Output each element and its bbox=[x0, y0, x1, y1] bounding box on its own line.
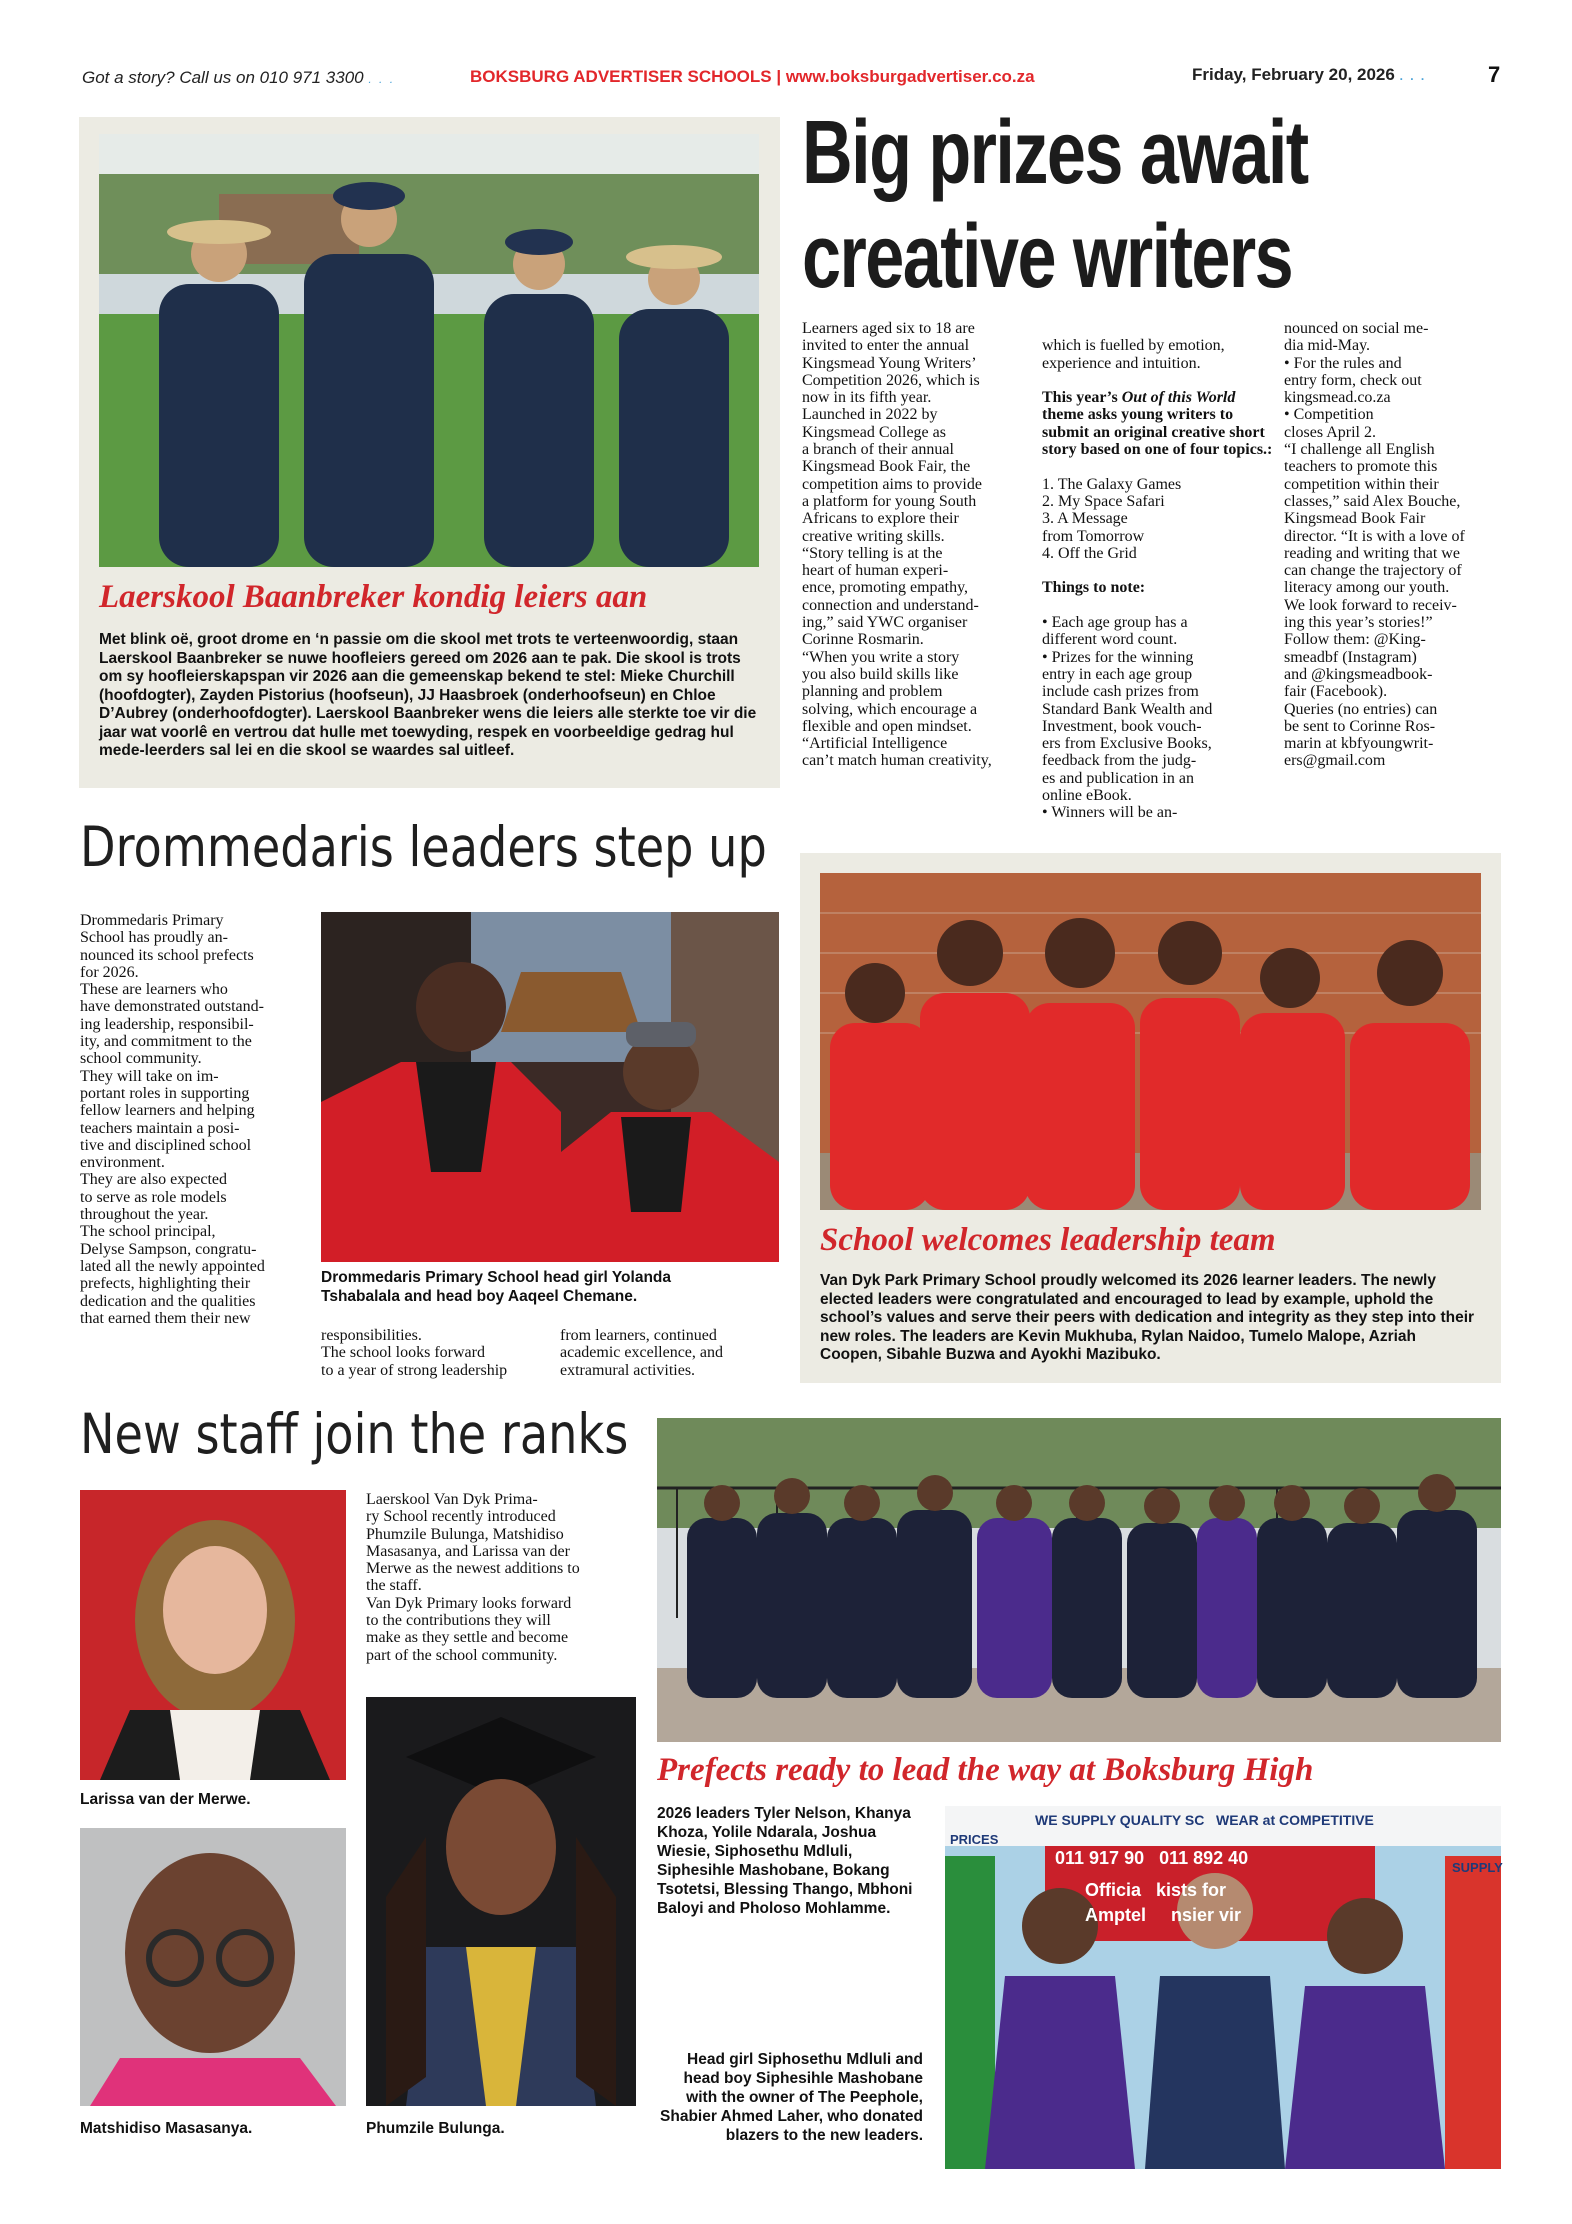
boksburghigh-group-photo bbox=[657, 1418, 1501, 1742]
newstaff-body: Laerskool Van Dyk Prima- ry School recently introduced Phumzile Bulunga, Matshidiso Masasanya, and Larissa van der Merwe as the newest additions to the staff. Van Dyk Primary looks forward to the contributions they will make as they settle and become part of the school community. bbox=[366, 1491, 580, 1664]
vandykpark-headline: School welcomes leadership team bbox=[820, 1222, 1276, 1258]
writers-column-2 bbox=[1042, 320, 1278, 839]
boksburghigh-caption: Head girl Siphosethu Mdluli and head boy Siphesihle Mashobane with the owner of The Peephole, Shabier Ahmed Laher, who donated blazers to the new leaders. bbox=[660, 2051, 923, 2144]
writers-headline-line2: creative writers bbox=[802, 207, 1293, 307]
larissa-caption: Larissa van der Merwe. bbox=[80, 1791, 251, 1808]
header-dots: . . . bbox=[368, 72, 396, 86]
header-tagline: Got a story? Call us on 010 971 3300 . . . bbox=[82, 68, 396, 87]
phumzile-photo bbox=[366, 1697, 636, 2106]
baanbreker-headline: Laerskool Baanbreker kondig leiers aan bbox=[99, 579, 648, 615]
drommedaris-caption: Drommedaris Primary School head girl Yolanda Tshabalala and head boy Aaqeel Chemane. bbox=[321, 1269, 672, 1305]
matshidiso-photo bbox=[80, 1828, 346, 2106]
drommedaris-column-1: Drommedaris Primary School has proudly an- nounced its school prefects for 2026. These are learners who have demonstrated outstand- ing leadership, responsibil- ity, and commitment to the school community. They will take on im- portant roles in supporting fellow learners and helping teachers maintain a posi- tive and disciplined school environment. They are also expected to serve as role models throughout the year. The school principal, Delyse Sampson, congratu- lated all the newly appointed prefects, highlighting their dedication and the qualities that earned them their new bbox=[80, 912, 265, 1327]
shop-line1-text: Officia kists for bbox=[1085, 1880, 1227, 1900]
drommedaris-column-3: from learners, continued academic excellence, and extramural activities. bbox=[560, 1327, 723, 1379]
drommedaris-column-2: responsibilities. The school looks forward to a year of strong leadership bbox=[321, 1327, 508, 1379]
boksburghigh-headline: Prefects ready to lead the way at Boksburg High bbox=[657, 1752, 1314, 1788]
shop-supply-text: SUPPLY bbox=[1452, 1860, 1503, 1875]
drommedaris-headline: Drommedaris leaders step up bbox=[80, 815, 767, 879]
shop-banner-text: WE SUPPLY QUALITY SC WEAR at COMPETITIVE bbox=[1035, 1812, 1374, 1828]
baanbreker-photo bbox=[99, 134, 759, 567]
matshidiso-caption: Matshidiso Masasanya. bbox=[80, 2120, 253, 2137]
newstaff-headline: New staff join the ranks bbox=[80, 1402, 629, 1466]
phumzile-caption: Phumzile Bulunga. bbox=[366, 2120, 505, 2137]
larissa-photo bbox=[80, 1490, 346, 1780]
writers-topics: 1. The Galaxy Games 2. My Space Safari 3. A Message from Tomorrow 4. Off the Grid bbox=[1042, 475, 1182, 562]
writers-column-3: nounced on social me- dia mid-May. • For the rules and entry form, check out kingsmead.co.za • Competition closes April 2. “I challenge all English teachers to promote this competition within their classes,” said Alex Bouche, Kingsmead Book Fair director. “It is with a love of reading and writing that we can change the trajectory of literacy among our youth. We look forward to receiv- ing this year’s stories!” Follow them: @King- smeadbf (Instagram) and @kingsmeadbook- fair (Facebook). Queries (no entries) can be sent to Corinne Ros- marin at kbfyoungwrit- ers@gmail.com bbox=[1284, 320, 1465, 770]
writers-headline-line1: Big prizes await bbox=[802, 103, 1308, 203]
shop-prices-text: PRICES bbox=[950, 1832, 999, 1847]
shop-line2-text: Amptel nsier vir bbox=[1085, 1905, 1242, 1925]
writers-notes: • Each age group has a different word count. • Prizes for the winning entry in each age group include cash prizes from Standard Bank Wealth and Investment, book vouch- ers from Exclusive Books, feedback from the judg- es and publication in an online eBook. • Winners will be an- bbox=[1042, 614, 1213, 822]
page-number: 7 bbox=[1488, 62, 1501, 87]
boksburghigh-leaders: 2026 leaders Tyler Nelson, Khanya Khoza, Yolile Ndarala, Joshua Wiesie, Siphosethu Mdluli, Siphesihle Mashobane, Bokang Tsotetsi, Blessing Thango, Mbhoni Baloyi and Pholoso Mohlamme. bbox=[657, 1805, 913, 1917]
baanbreker-body: Met blink oë, groot drome en ‘n passie om die skool met trots te verteenwoordig, staan Laerskool Baanbreker se nuwe hoofleiers gereed om 2026 aan te pak. Die skool is trots om sy hoofleierskapspan vir 2026 aan die gemeenskap bekend te stel: Mieke Churchill (hoofdogter), Zayden Pistorius (hoofseun), JJ Haasbroek (onderhoofseun) en Chloe D’Aubrey (onderhoofdogter). Laerskool Baanbreker wens die leiers alle sterkte toe vir die jaar wat voorlê en vertrou dat hulle met toewyding, respek en voorbeeldige gedrag hul mede-leerders sal lei en die skool se waardes sal uitleef. bbox=[99, 631, 757, 759]
vandykpark-photo bbox=[820, 873, 1481, 1210]
writers-column-1: Learners aged six to 18 are invited to enter the annual Kingsmead Young Writers’ Competition 2026, which is now in its fifth year. Launched in 2022 by Kingsmead College as a branch of their annual Kingsmead Book Fair, the competition aims to provide a platform for young South Africans to explore their creative writing skills. “Story telling is at the heart of human experi- ence, promoting empathy, connection and understand- ing,” said YWC organiser Corinne Rosmarin. “When you write a story you also build skills like planning and problem solving, which encourage a flexible and open mindset. “Artificial Intelligence can’t match human creativity, bbox=[802, 320, 992, 770]
writers-notes-heading: Things to note: bbox=[1042, 579, 1146, 597]
vandykpark-body: Van Dyk Park Primary School proudly welcomed its 2026 learner leaders. The newly elected leaders were congratulated and encouraged to lead by example, uphold the school’s values and serve their peers with dedication and integrity as they step into their new roles. The leaders are Kevin Mukhuba, Rylan Naidoo, Tumelo Malope, Azriah Coopen, Sibahle Buzwa and Ayokhi Mazibuko. bbox=[820, 1272, 1475, 1363]
drommedaris-photo bbox=[321, 912, 779, 1262]
header-date: Friday, February 20, 2026 . . . bbox=[1192, 65, 1427, 84]
writers-col2-intro: which is fuelled by emotion, experience and intuition. bbox=[1042, 337, 1225, 372]
writers-theme: This year’s Out of this World theme asks young writers to submit an original creative short story based on one of four topics.: bbox=[1042, 389, 1273, 459]
shop-phone-text: 011 917 90 011 892 40 bbox=[1055, 1848, 1249, 1868]
header-publication: BOKSBURG ADVERTISER SCHOOLS | www.boksburgadvertiser.co.za bbox=[470, 67, 1035, 86]
